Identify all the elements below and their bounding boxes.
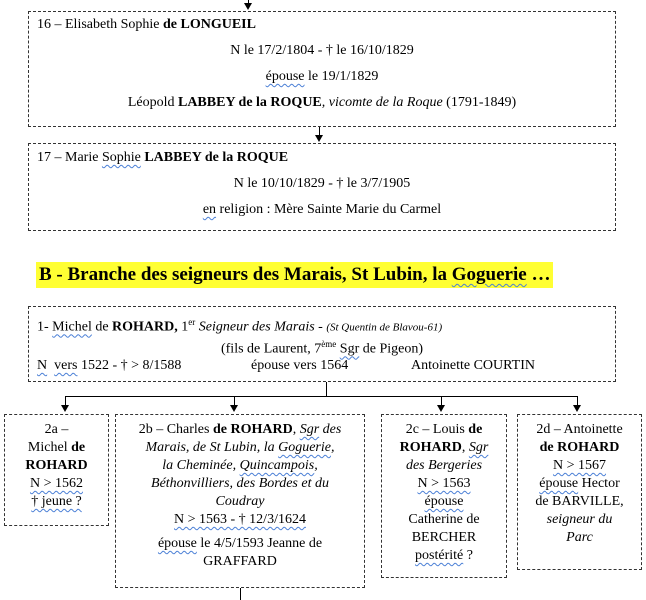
arrow-2b — [230, 405, 238, 412]
michel-marriage: épouse vers 1564 — [251, 358, 349, 373]
c2a-text: 2a – Michel de ROHARD N > 1562 † jeune ? — [25, 422, 88, 509]
connector-michel-down — [326, 382, 327, 396]
arrow-2a — [61, 405, 69, 412]
michel-father: (fils de Laurent, 7ème Sgr de Pigeon) — [220, 339, 423, 357]
box16-spouse: Léopold LABBEY de la ROQUE, vicomte de la Roque (1791-1849) — [127, 95, 517, 110]
person-box-2c — [381, 414, 507, 578]
c2d-text: 2d – Antoinette de ROHARD N > 1567 épouse Hector de BARVILLE, seigneur du Parc — [535, 422, 624, 545]
michel-title: 1- Michel de ROHARD, 1er Seigneur des Marais - (St Quentin de Blavou-61) — [37, 317, 443, 335]
person-box-16 — [28, 11, 616, 127]
person-box-2d — [517, 414, 642, 570]
arrow-top — [244, 3, 252, 10]
box17-religion: en religion : Mère Sainte Marie du Carmel — [202, 202, 442, 217]
connector-2b-down — [240, 588, 241, 600]
arrow-2c — [437, 405, 445, 412]
michel-spouse: Antoinette COURTIN — [411, 358, 535, 373]
michel-dates: N vers 1522 - † > 8/1588 — [37, 358, 182, 373]
box17-dates: N le 10/10/1829 - † le 3/7/1905 — [233, 176, 411, 191]
c2b-text: 2b – Charles de ROHARD, Sgr des Marais, de St Lubin, la Goguerie, la Cheminée, Quincampois, Béthonvilliers, des Bordes et du Coudray N > 1563 - † 12/3/1624 épouse le 4/5/1593 Jeanne de GRAFFARD — [138, 422, 342, 569]
connector-children-bar — [65, 396, 577, 397]
person-box-michel — [28, 306, 616, 382]
box16-marriage: épouse le 19/1/1829 — [265, 69, 379, 84]
arrow-16-17 — [315, 135, 323, 142]
box16-name: de LONGUEIL — [163, 17, 256, 32]
c2c-text: 2c – Louis de ROHARD, Sgr des Bergeries N > 1563 épouse Catherine de BERCHER postérité ? — [399, 422, 489, 563]
arrow-2d — [573, 405, 581, 412]
box17-title: 17 – Marie Sophie LABBEY de la ROQUE — [37, 150, 289, 165]
person-box-17 — [28, 143, 616, 231]
person-box-2b — [115, 414, 365, 588]
branch-banner: B - Branche des seigneurs des Marais, St Lubin, la Goguerie … — [36, 262, 553, 288]
person-box-2a — [4, 414, 109, 526]
box16-dates: N le 17/2/1804 - † le 16/10/1829 — [230, 43, 414, 58]
box16-title: 16 – Elisabeth Sophie de LONGUEIL — [37, 17, 256, 32]
